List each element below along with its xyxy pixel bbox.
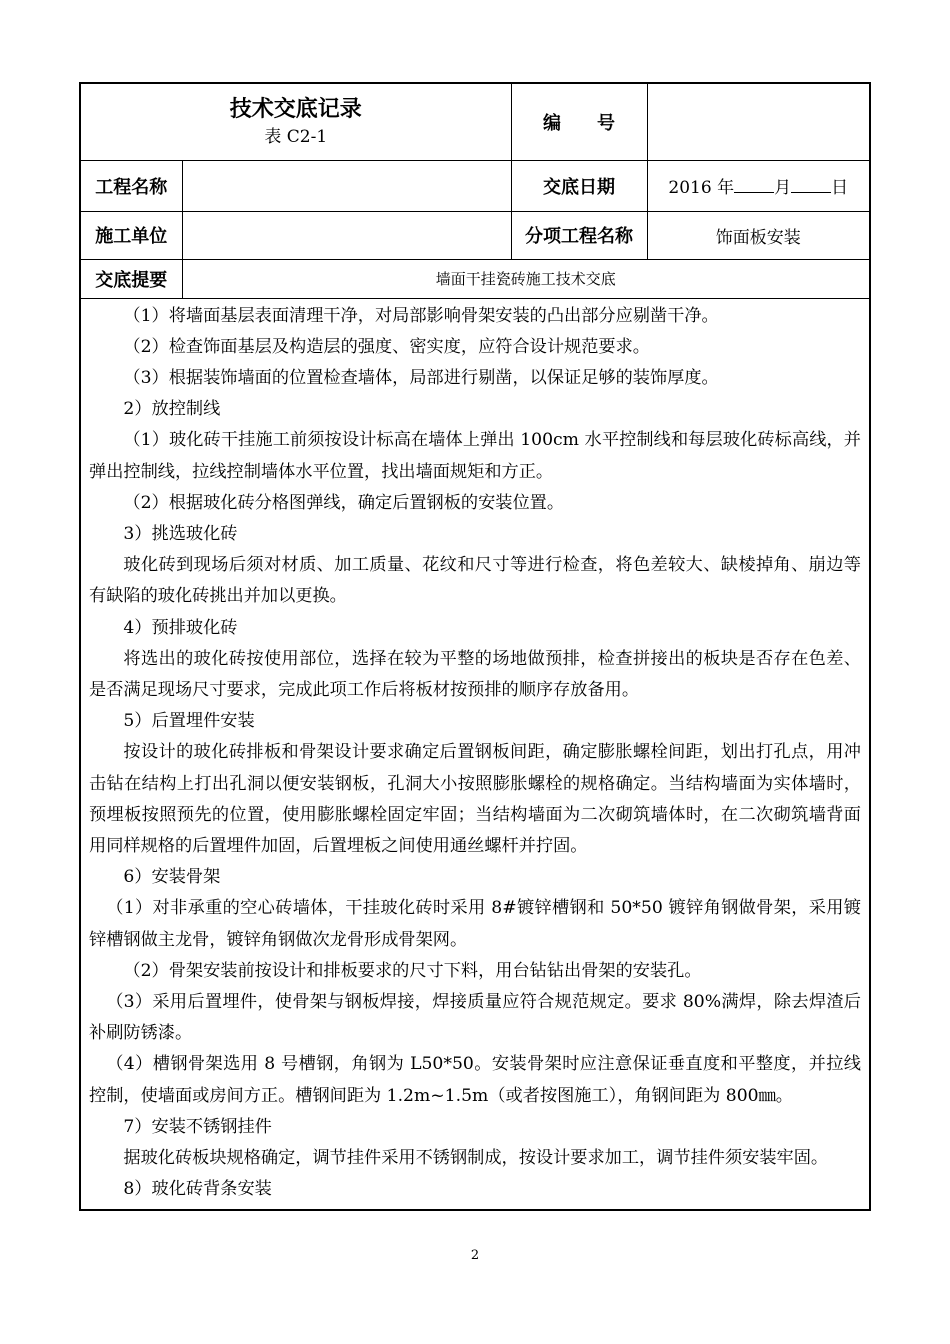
paragraph: （3）采用后置埋件，使骨架与钢板焊接，焊接质量应符合规范规定。要求 80%满焊，除去焊渣后补刷防锈漆。	[89, 991, 861, 1044]
day-blank[interactable]	[791, 178, 831, 193]
section-heading: 4）预排玻化砖	[123, 617, 238, 638]
date-label: 交底日期	[511, 160, 647, 211]
paragraph: （1）对非承重的空心砖墙体，干挂玻化砖时采用 8#镀锌槽钢和 50*50 镀锌角钢做骨架，采用镀锌槽钢做主龙骨，镀锌角钢做次龙骨形成骨架网。	[89, 898, 861, 950]
subproject-label: 分项工程名称	[511, 211, 647, 259]
title-cell	[81, 84, 511, 160]
subproject-value: 饰面板安装	[647, 211, 869, 259]
paragraph: 据玻化砖板块规格确定，调节挂件采用不锈钢制成，按设计要求加工，调节挂件须安装牢固。	[123, 1147, 829, 1168]
section-heading: 6）安装骨架	[123, 867, 221, 888]
section-heading: 5）后置埋件安装	[123, 711, 255, 732]
contractor-label: 施工单位	[81, 211, 182, 259]
technical-disclosure-form	[79, 82, 871, 1211]
paragraph: 按设计的玻化砖排板和骨架设计要求确定后置钢板间距，确定膨胀螺栓间距，划出打孔点，用冲击钻在结构上打出孔洞以便安装钢板，孔洞大小按照膨胀螺栓的规格确定。当结构墙面为实体墙时，预埋板按照预先的位置，使用膨胀螺栓固定牢固；当结构墙面为二次砌筑墙体时，在二次砌筑墙背面用同样规格的后置埋件加固，后置埋板之间使用通丝螺杆并拧固。	[89, 742, 861, 856]
summary-value: 墙面干挂瓷砖施工技术交底	[182, 259, 869, 298]
date-year: 2016 年	[668, 178, 735, 198]
paragraph: （3）根据装饰墙面的位置检查墙体，局部进行剔凿，以保证足够的装饰厚度。	[123, 367, 719, 388]
project-name-value[interactable]	[182, 160, 511, 211]
date-value[interactable]	[647, 160, 869, 211]
number-value[interactable]	[647, 84, 869, 160]
section-heading: 2）放控制线	[123, 399, 221, 420]
paragraph: （2）检查饰面基层及构造层的强度、密实度，应符合设计规范要求。	[123, 336, 650, 357]
number-label: 编 号	[511, 84, 647, 160]
paragraph: （1）玻化砖干挂施工前须按设计标高在墙体上弹出 100cm 水平控制线和每层玻化砖标高线，并弹出控制线，拉线控制墙体水平位置，找出墙面规矩和方正。	[89, 430, 861, 482]
section-heading: 8）玻化砖背条安装	[123, 1179, 272, 1200]
paragraph: （4）槽钢骨架选用 8 号槽钢，角钢为 L50*50。安装骨架时应注意保证垂直度和平整度，并拉线控制，使墙面或房间方正。槽钢间距为 1.2m~1.5m（或者按图施工），角钢间距为 800㎜。	[89, 1054, 861, 1106]
disclosure-content	[81, 299, 869, 1206]
summary-label: 交底提要	[81, 259, 182, 298]
section-heading: 3）挑选玻化砖	[123, 523, 238, 544]
paragraph: （2）骨架安装前按设计和排板要求的尺寸下料，用台钻钻出骨架的安装孔。	[123, 960, 702, 981]
header-table	[81, 84, 869, 299]
section-heading: 7）安装不锈钢挂件	[123, 1116, 272, 1137]
project-name-label: 工程名称	[81, 160, 182, 211]
paragraph: （2）根据玻化砖分格图弹线，确定后置钢板的安装位置。	[123, 492, 565, 513]
contractor-value[interactable]	[182, 211, 511, 259]
form-title: 技术交底记录	[229, 96, 362, 122]
date-day: 日	[831, 178, 849, 198]
month-blank[interactable]	[734, 178, 774, 193]
paragraph: （1）将墙面基层表面清理干净，对局部影响骨架安装的凸出部分应剔凿干净。	[123, 305, 719, 326]
date-month: 月	[774, 178, 792, 198]
paragraph: 将选出的玻化砖按使用部位，选择在较为平整的场地做预排，检查拼接出的板块是否存在色差、是否满足现场尺寸要求，完成此项工作后将板材按预排的顺序存放备用。	[89, 648, 861, 700]
page-number: 2	[470, 1248, 480, 1263]
form-number: 表 C2-1	[264, 126, 328, 147]
paragraph: 玻化砖到现场后须对材质、加工质量、花纹和尺寸等进行检查，将色差较大、缺棱掉角、崩边等有缺陷的玻化砖挑出并加以更换。	[89, 555, 861, 607]
